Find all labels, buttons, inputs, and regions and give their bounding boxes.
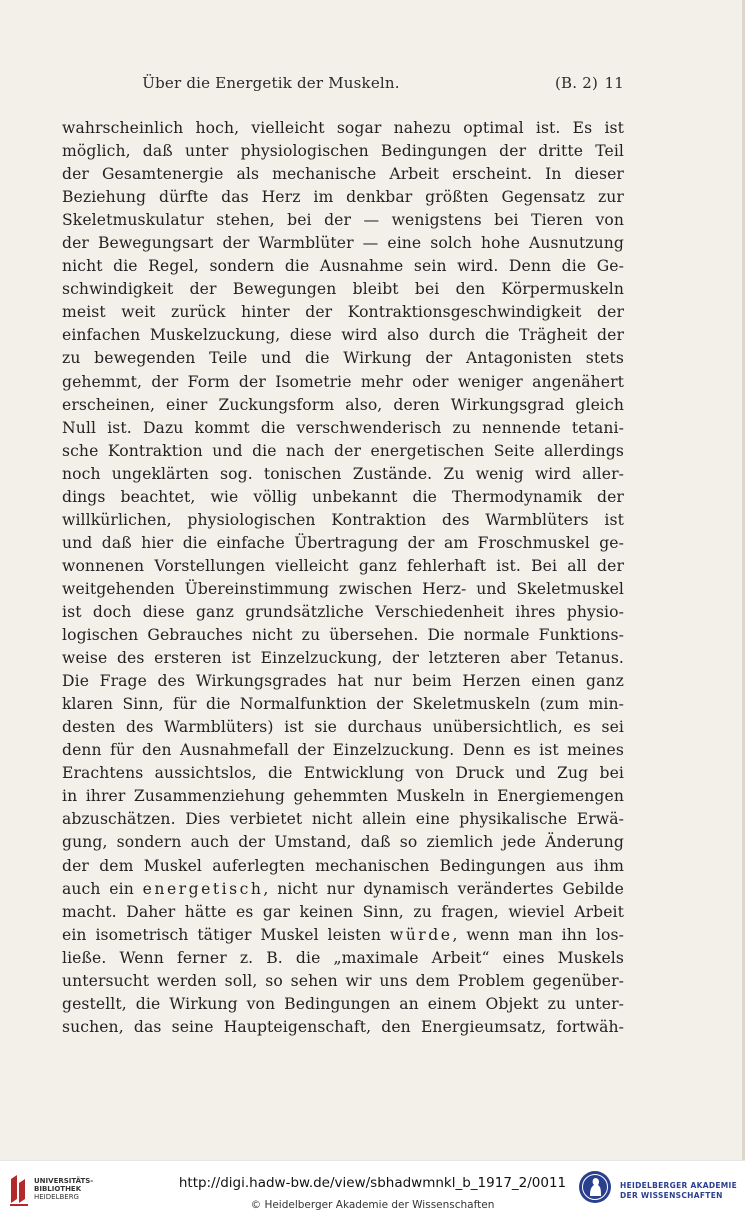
text-line: Skeletmuskulatur stehen, bei der — wenigstens bei Tieren von xyxy=(62,211,624,230)
text-line: meist weit zurück hinter der Kontraktionsgeschwindigkeit der xyxy=(62,303,624,322)
text-line xyxy=(62,924,624,947)
text-line: noch ungeklärten sog. tonischen Zustände. Zu wenig wird aller- xyxy=(62,464,624,483)
text-line: der dem Muskel auferlegten mechanischen Bedingungen aus ihm xyxy=(62,856,624,875)
text-line xyxy=(62,878,624,901)
text-line: abzuschätzen. Dies verbietet nicht allein eine physikalische Erwä- xyxy=(62,810,624,829)
text-line: klaren Sinn, für die Normalfunktion der Skeletmuskeln (zum min- xyxy=(62,695,624,714)
page-number: 11 xyxy=(604,74,624,92)
text-line: gung, sondern auch der Umstand, daß so ziemlich jede Änderung xyxy=(62,833,624,852)
text-line: wahrscheinlich hoch, vielleicht sogar nahezu optimal ist. Es ist xyxy=(62,119,624,137)
text-line: wonnenen Vorstellungen vielleicht ganz fehlerhaft ist. Bei all der xyxy=(62,556,624,575)
text-line: schwindigkeit der Bewegungen bleibt bei den Körpermuskeln xyxy=(62,280,624,299)
text-line: logischen Gebrauches nicht zu übersehen. Die normale Funktions- xyxy=(62,626,624,645)
running-head xyxy=(62,74,624,96)
line-text-post: , wenn man ihn los- xyxy=(452,925,624,944)
running-head-signature: (B. 2) xyxy=(554,74,598,92)
text-line: weise des ersteren ist Einzelzuckung, der letzteren aber Tetanus. xyxy=(62,649,624,668)
text-line: gestellt, die Wirkung von Bedingungen an einem Objekt zu unter- xyxy=(62,994,624,1013)
text-line: zu bewegenden Teile und die Wirkung der Antagonisten stets xyxy=(62,349,624,368)
text-line: und daß hier die einfache Übertragung der am Froschmuskel ge- xyxy=(62,533,624,552)
library-name-line: BIBLIOTHEK xyxy=(34,1185,82,1193)
body-text xyxy=(62,117,624,1039)
text-line: der Bewegungsart der Warmblüter — eine solch hohe Ausnutzung xyxy=(62,234,624,253)
text-line: sche Kontraktion und die nach der energetischen Seite allerdings xyxy=(62,441,624,460)
text-line: einfachen Muskelzuckung, diese wird also durch die Trägheit der xyxy=(62,326,624,345)
line-text-pre: auch ein xyxy=(62,879,134,898)
text-line: Null ist. Dazu kommt die verschwenderisch zu nennende tetani- xyxy=(62,418,624,437)
text-line: Erachtens aussichtslos, die Entwicklung von Druck und Zug bei xyxy=(62,764,624,783)
text-line: macht. Daher hätte es gar keinen Sinn, zu fragen, wieviel Arbeit xyxy=(62,902,624,921)
line-text-pre: ein isometrisch tätiger Muskel leisten xyxy=(62,925,382,944)
academy-name-line: HEIDELBERGER AKADEMIE xyxy=(620,1181,738,1190)
text-line: Beziehung dürfte das Herz im denkbar größten Gegensatz zur xyxy=(62,188,624,207)
text-line: willkürlichen, physiologischen Kontraktion des Warmblüters ist xyxy=(62,510,624,529)
text-line: weitgehenden Übereinstimmung zwischen Herz- und Skeletmuskel xyxy=(62,579,624,598)
text-line: Die Frage des Wirkungsgrades hat nur beim Herzen einen ganz xyxy=(62,672,624,691)
academy-name-line: DER WISSENSCHAFTEN xyxy=(620,1191,723,1200)
text-line: ließe. Wenn ferner z. B. die „maximale Arbeit“ eines Muskels xyxy=(62,948,624,967)
text-line: möglich, daß unter physiologischen Bedingungen der dritte Teil xyxy=(62,142,624,161)
line-text-emphasis: energetisch xyxy=(142,879,264,898)
text-line: ist doch diese ganz grundsätzliche Verschiedenheit ihres physio- xyxy=(62,602,624,621)
text-line: denn für den Ausnahmefall der Einzelzuckung. Denn es ist meines xyxy=(62,741,624,760)
line-text-emphasis: würde xyxy=(389,925,453,944)
text-line: gehemmt, der Form der Isometrie mehr oder weniger angenähert xyxy=(62,372,624,391)
text-lines-tail xyxy=(62,947,624,1039)
text-line: in ihrer Zusammenziehung gehemmten Muskeln in Energiemengen xyxy=(62,787,624,806)
copyright-notice: © Heidelberger Akademie der Wissenschaften xyxy=(250,1199,495,1211)
line-text-post: , nicht nur dynamisch verändertes Gebilde xyxy=(263,879,624,898)
text-line: untersucht werden soll, so sehen wir uns dem Problem gegenüber- xyxy=(62,971,624,990)
text-lines xyxy=(62,117,624,878)
text-line: nicht die Regel, sondern die Ausnahme sein wird. Denn die Ge- xyxy=(62,257,624,276)
academy-seal-icon[interactable] xyxy=(578,1170,612,1204)
text-line: suchen, das seine Haupteigenschaft, den Energieumsatz, fortwäh- xyxy=(62,1017,624,1036)
text-line: desten des Warmblüters) ist sie durchaus unübersichtlich, es sei xyxy=(62,718,624,737)
academy-name xyxy=(620,1181,737,1201)
library-name-line: HEIDELBERG xyxy=(34,1193,79,1201)
text-line: dings beachtet, wie völlig unbekannt die Thermodynamik der xyxy=(62,487,624,506)
running-head-title: Über die Energetik der Muskeln. xyxy=(142,74,400,92)
text-line: der Gesamtenergie als mechanische Arbeit erscheint. In dieser xyxy=(62,165,624,184)
text-line: erscheinen, einer Zuckungsform also, deren Wirkungsgrad gleich xyxy=(62,395,624,414)
permalink-url[interactable]: http://digi.hadw-bw.de/view/sbhadwmnkl_b_1917_2/0011 xyxy=(178,1175,567,1191)
library-name-line: UNIVERSITÄTS- xyxy=(34,1177,94,1185)
footer-bar xyxy=(0,1160,745,1218)
